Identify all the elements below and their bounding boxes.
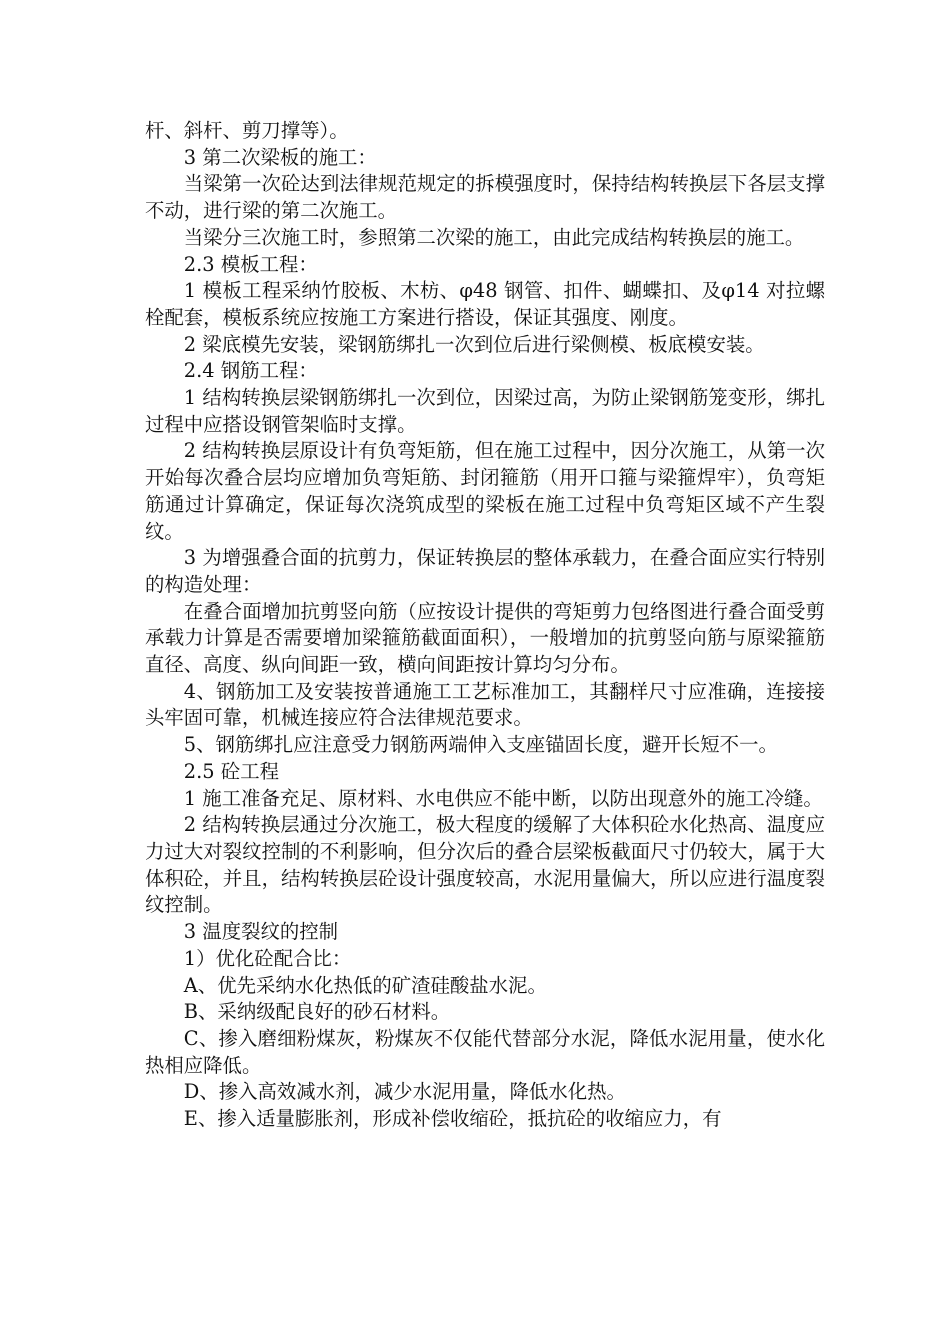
paragraph: 在叠合面增加抗剪竖向筋（应按设计提供的弯矩剪力包络图进行叠合面受剪承载力计算是否需要增加梁箍筋截面面积），一般增加的抗剪竖向筋与原梁箍筋直径、高度、纵向间距一致，横向间距按计算均匀分布。 <box>145 599 825 677</box>
section-heading: 3 第二次梁板的施工： <box>183 145 377 169</box>
list-item: B、采纳级配良好的砂石材料。 <box>183 1000 451 1024</box>
list-item: D、掺入高效减水剂，减少水泥用量，降低水化热。 <box>183 1080 626 1104</box>
paragraph: 1 模板工程采纳竹胶板、木枋、φ48 钢管、扣件、蝴蝶扣、及φ14 对拉螺栓配套，模板系统应按施工方案进行搭设，保证其强度、刚度。 <box>145 279 825 329</box>
paragraph: 5、钢筋绑扎应注意受力钢筋两端伸入支座锚固长度，避开长短不一。 <box>183 733 778 757</box>
section-heading: 2.3 模板工程： <box>183 252 318 276</box>
paragraph: 当梁分三次施工时，参照第二次梁的施工，由此完成结构转换层的施工。 <box>183 225 805 249</box>
list-item: A、优先采纳水化热低的矿渣硅酸盐水泥。 <box>183 973 547 997</box>
paragraph: 1 结构转换层梁钢筋绑扎一次到位，因梁过高，为防止梁钢筋笼变形，绑扎过程中应搭设钢管架临时支撑。 <box>145 386 825 436</box>
paragraph: 2 梁底模先安装，梁钢筋绑扎一次到位后进行梁侧模、板底模安装。 <box>183 332 765 356</box>
list-item: E、掺入适量膨胀剂，形成补偿收缩砼，抵抗砼的收缩应力，有 <box>183 1107 722 1131</box>
paragraph: 当梁第一次砼达到法律规范规定的拆模强度时，保持结构转换层下各层支撑不动，进行梁的第二次施工。 <box>145 172 825 223</box>
section-heading: 2.4 钢筋工程： <box>183 359 318 383</box>
paragraph: 杆、斜杆、剪刀撑等）。 <box>145 119 349 142</box>
document-page <box>145 118 825 1133</box>
section-heading: 3 温度裂纹的控制 <box>183 920 339 944</box>
paragraph: 3 为增强叠合面的抗剪力，保证转换层的整体承载力，在叠合面应实行特别的构造处理： <box>145 546 825 596</box>
list-item: C、掺入磨细粉煤灰，粉煤灰不仅能代替部分水泥，降低水泥用量，使水化热相应降低。 <box>145 1026 825 1077</box>
section-heading: 2.5 砼工程 <box>183 759 279 783</box>
paragraph: 4、钢筋加工及安装按普通施工工艺标准加工，其翻样尺寸应准确，连接接头牢固可靠，机械连接应符合法律规范要求。 <box>145 679 825 730</box>
paragraph: 1 施工准备充足、原材料、水电供应不能中断，以防出现意外的施工冷缝。 <box>183 786 823 810</box>
paragraph: 2 结构转换层原设计有负弯矩筋，但在施工过程中，因分次施工，从第一次开始每次叠合层均应增加负弯矩筋、封闭箍筋（用开口箍与梁箍焊牢），负弯矩筋通过计算确定，保证每次浇筑成型的梁板在施工过程中负弯矩区域不产生裂纹。 <box>145 439 825 543</box>
paragraph: 2 结构转换层通过分次施工，极大程度的缓解了大体积砼水化热高、温度应力过大对裂纹控制的不利影响，但分次后的叠合层梁板截面尺寸仍较大，属于大体积砼，并且，结构转换层砼设计强度较高，水泥用量偏大，所以应进行温度裂纹控制。 <box>145 813 825 917</box>
list-item: 1）优化砼配合比： <box>183 946 352 970</box>
